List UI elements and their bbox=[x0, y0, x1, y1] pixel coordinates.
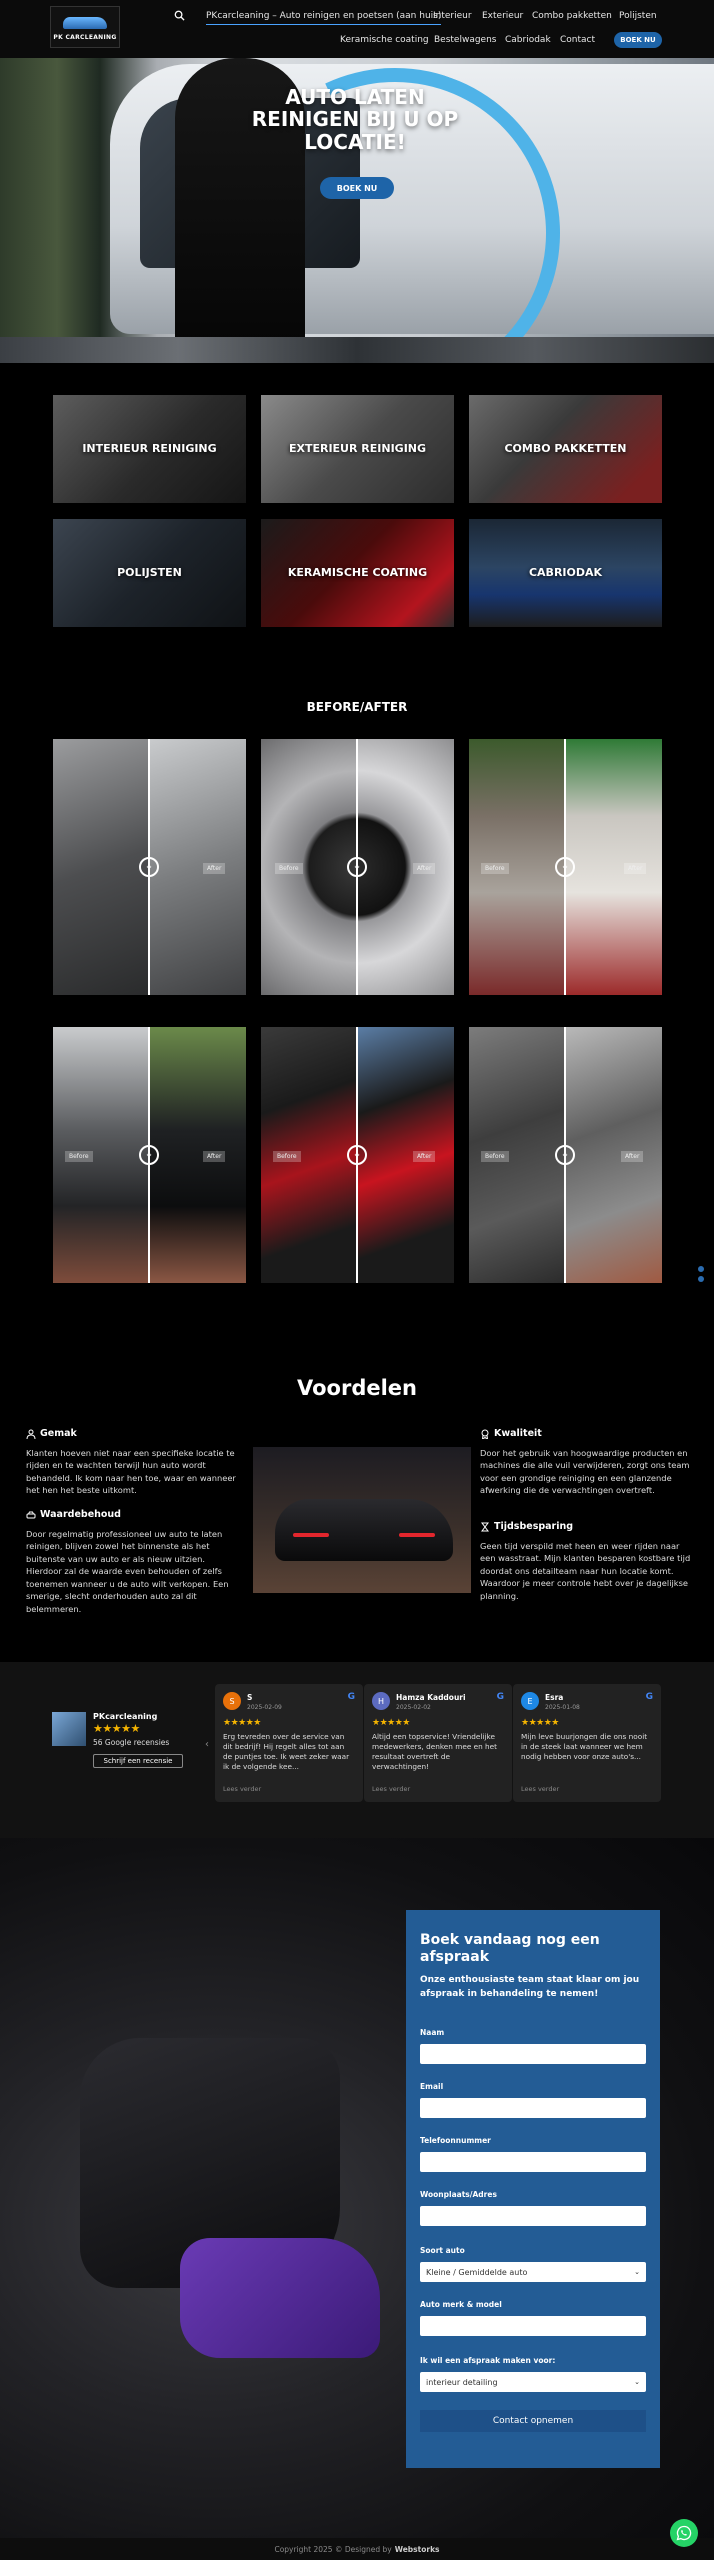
hero-title: AUTO LATEN REINIGEN BIJ U OP LOCATIE! bbox=[251, 85, 459, 154]
review-date: 2025-01-08 bbox=[545, 1704, 580, 1711]
service-tile-combo[interactable] bbox=[469, 395, 662, 503]
before-after-slider[interactable] bbox=[53, 739, 246, 995]
scroll-dots[interactable] bbox=[698, 1266, 704, 1286]
car-icon bbox=[26, 1510, 36, 1520]
business-photo bbox=[52, 1712, 86, 1746]
medal-icon bbox=[480, 1429, 490, 1439]
review-count: 56 Google recensies bbox=[93, 1738, 170, 1747]
review-stars: ★★★★★ bbox=[223, 1718, 261, 1728]
before-after-slider[interactable] bbox=[469, 1027, 662, 1283]
before-after-slider[interactable] bbox=[53, 1027, 246, 1283]
reviewer-avatar: E bbox=[521, 1692, 539, 1710]
service-label: COMBO PAKKETTEN bbox=[504, 442, 627, 456]
before-after-slider[interactable] bbox=[261, 739, 454, 995]
slider-handle-icon[interactable]: ‹› bbox=[555, 1145, 575, 1165]
review-card[interactable] bbox=[364, 1684, 512, 1802]
logo-car-icon bbox=[63, 17, 107, 29]
google-icon: G bbox=[496, 1692, 504, 1702]
chevron-down-icon: ⌄ bbox=[634, 2268, 640, 2276]
service-label: CABRIODAK bbox=[528, 566, 603, 580]
prev-arrow-icon[interactable]: ‹ bbox=[205, 1739, 209, 1750]
before-label: Before bbox=[273, 1151, 301, 1162]
nav-interieur[interactable]: Interieur bbox=[433, 11, 472, 21]
nav-bestelwagens[interactable]: Bestelwagens bbox=[434, 35, 497, 45]
hero-book-button[interactable]: BOEK NU bbox=[320, 177, 394, 199]
review-date: 2025-02-02 bbox=[396, 1704, 431, 1711]
read-more-link[interactable]: Lees verder bbox=[223, 1785, 262, 1793]
after-label: After bbox=[621, 1151, 643, 1162]
form-title: Boek vandaag nog een afspraak bbox=[420, 1932, 600, 1965]
review-text: Erg tevreden over de service van dit bedrijf! Hij regelt alles tot aan de puntjes toe. Ik weet zeker waar ik de volgende kee... bbox=[223, 1732, 350, 1771]
review-stars: ★★★★★ bbox=[521, 1718, 559, 1728]
benefit-heading: Waardebehoud bbox=[26, 1509, 121, 1520]
nav-home[interactable]: PKcarcleaning – Auto reinigen en poetsen (aan huis) bbox=[206, 11, 441, 25]
logo-text: PK CARCLEANING bbox=[53, 34, 117, 41]
after-label: After bbox=[413, 1151, 435, 1162]
scroll-dot[interactable] bbox=[698, 1276, 704, 1282]
label-car-type: Soort auto bbox=[420, 2246, 465, 2255]
service-label: INTERIEUR REINIGING bbox=[82, 442, 217, 456]
label-email: Email bbox=[420, 2082, 444, 2091]
slider-handle-icon[interactable]: ‹› bbox=[139, 1145, 159, 1165]
city-input[interactable] bbox=[420, 2206, 646, 2226]
after-label: After bbox=[624, 863, 646, 874]
service-tile-cabriodak[interactable] bbox=[469, 519, 662, 627]
footer-brand-link[interactable]: Webstorks bbox=[394, 2544, 440, 2554]
nav-cabriodak[interactable]: Cabriodak bbox=[505, 35, 551, 45]
search-icon[interactable] bbox=[174, 10, 185, 21]
nav-keramische-coating[interactable]: Keramische coating bbox=[340, 35, 429, 45]
reviews-section bbox=[0, 1662, 714, 1838]
reviewer-avatar: S bbox=[223, 1692, 241, 1710]
benefit-text: Door het gebruik van hoogwaardige producten en machines die alle vuil verwijderen, zorgt ons team voor een grondige reiniging en een glanzende afwerking die de verwachtingen overtreft. bbox=[480, 1448, 690, 1496]
chevron-down-icon: ⌄ bbox=[634, 2378, 640, 2386]
benefit-heading: Kwaliteit bbox=[480, 1428, 542, 1439]
business-name: PKcarcleaning bbox=[93, 1712, 158, 1721]
benefit-heading: Gemak bbox=[26, 1428, 77, 1439]
whatsapp-icon[interactable] bbox=[670, 2519, 698, 2547]
nav-exterieur[interactable]: Exterieur bbox=[482, 11, 524, 21]
slider-handle-icon[interactable]: ‹› bbox=[555, 857, 575, 877]
review-text: Mijn leve buurjongen die ons nooit in de steek laat wanneer we hem nodig hebben voor onze auto's... bbox=[521, 1732, 648, 1761]
label-city: Woonplaats/Adres bbox=[420, 2190, 497, 2199]
review-card[interactable] bbox=[215, 1684, 363, 1802]
reviewer-avatar: H bbox=[372, 1692, 390, 1710]
after-label: After bbox=[203, 863, 225, 874]
service-tile-keramische-coating[interactable] bbox=[261, 519, 454, 627]
form-subtitle: Onze enthousiaste team staat klaar om jou afspraak in behandeling te nemen! bbox=[420, 1975, 640, 1999]
hero-bottom-strip bbox=[0, 337, 714, 363]
review-text: Altijd een topservice! Vriendelijke medewerkers, denken mee en het resultaat overtreft de verwachtingen! bbox=[372, 1732, 498, 1771]
service-label: KERAMISCHE COATING bbox=[287, 566, 428, 580]
logo[interactable] bbox=[50, 6, 120, 48]
slider-handle-icon[interactable]: ‹› bbox=[347, 1145, 367, 1165]
benefit-text: Door regelmatig professioneel uw auto te laten reinigen, blijven zowel het binnenste als het buitenste van uw auto er als nieuw uitzien. Hierdoor zal de waarde even behouden of zelfs toenemen wanneer u de auto wilt verkopen. Een smerige, slecht onderhouden auto zal dit belemmeren. bbox=[26, 1529, 229, 1614]
name-input[interactable] bbox=[420, 2044, 646, 2064]
before-after-title: BEFORE/AFTER bbox=[306, 700, 408, 714]
read-more-link[interactable]: Lees verder bbox=[372, 1785, 411, 1793]
slider-handle-icon[interactable]: ‹› bbox=[347, 857, 367, 877]
email-input[interactable] bbox=[420, 2098, 646, 2118]
service-tile-polijsten[interactable] bbox=[53, 519, 246, 627]
nav-combo-pakketten[interactable]: Combo pakketten bbox=[532, 11, 612, 21]
scroll-dot[interactable] bbox=[698, 1266, 704, 1272]
before-label: Before bbox=[481, 863, 509, 874]
before-label: Before bbox=[65, 1151, 93, 1162]
footer-copyright: Copyright 2025 © Designed by bbox=[274, 2544, 392, 2554]
nav-polijsten[interactable]: Polijsten bbox=[619, 11, 657, 21]
rating-stars: ★★★★★ bbox=[93, 1722, 140, 1735]
microfiber-cloth-image bbox=[180, 2238, 380, 2358]
after-label: After bbox=[203, 1151, 225, 1162]
make-model-input[interactable] bbox=[420, 2316, 646, 2336]
submit-button[interactable]: Contact opnemen bbox=[420, 2410, 646, 2432]
car-type-select[interactable]: Kleine / Gemiddelde auto ⌄ bbox=[420, 2262, 646, 2282]
google-icon: G bbox=[645, 1692, 653, 1702]
google-icon: G bbox=[347, 1692, 355, 1702]
service-label: POLIJSTEN bbox=[117, 566, 182, 580]
read-more-link[interactable]: Lees verder bbox=[521, 1785, 560, 1793]
before-after-slider[interactable] bbox=[261, 1027, 454, 1283]
label-name: Naam bbox=[420, 2028, 445, 2037]
phone-input[interactable] bbox=[420, 2152, 646, 2172]
reviewer-name: Hamza Kaddouri bbox=[396, 1693, 466, 1702]
nav-contact[interactable]: Contact bbox=[560, 35, 596, 45]
footer bbox=[0, 2538, 714, 2560]
voordelen-title: Voordelen bbox=[297, 1376, 417, 1400]
booking-form bbox=[406, 1910, 660, 2468]
benefit-heading: Tijdsbesparing bbox=[480, 1521, 573, 1532]
hourglass-icon bbox=[480, 1522, 490, 1532]
after-label: After bbox=[413, 863, 435, 874]
appointment-select[interactable]: interieur detailing ⌄ bbox=[420, 2372, 646, 2392]
label-phone: Telefoonnummer bbox=[420, 2136, 491, 2145]
voordelen-car-image bbox=[253, 1447, 471, 1593]
before-label: Before bbox=[275, 863, 303, 874]
reviewer-name: S bbox=[247, 1693, 253, 1702]
review-date: 2025-02-09 bbox=[247, 1704, 282, 1711]
service-label: EXTERIEUR REINIGING bbox=[288, 442, 427, 456]
label-appointment: Ik wil een afspraak maken voor: bbox=[420, 2356, 556, 2365]
slider-handle-icon[interactable]: ‹› bbox=[139, 857, 159, 877]
reviewer-name: Esra bbox=[545, 1693, 564, 1702]
review-card[interactable] bbox=[513, 1684, 661, 1802]
benefit-text: Klanten hoeven niet naar een specifieke locatie te rijden en te wachten terwijl hun auto wordt behandeld. Ik kom naar hen toe, waar en wanneer het hen het beste uitkomt. bbox=[26, 1448, 236, 1496]
review-stars: ★★★★★ bbox=[372, 1718, 410, 1728]
book-now-nav-button[interactable]: BOEK NU bbox=[614, 32, 662, 48]
write-review-button[interactable]: Schrijf een recensie bbox=[93, 1754, 183, 1768]
benefit-text: Geen tijd verspild met heen en weer rijden naar een wasstraat. Mijn klanten besparen kostbare tijd doordat ons detailteam naar hun locatie komt. Waardoor je meer controle hebt over je dagelijkse planning. bbox=[480, 1541, 691, 1601]
before-after-slider[interactable] bbox=[469, 739, 662, 995]
service-tile-interieur[interactable] bbox=[53, 395, 246, 503]
person-icon bbox=[26, 1429, 36, 1439]
label-make-model: Auto merk & model bbox=[420, 2300, 502, 2309]
site-header bbox=[0, 0, 714, 58]
service-tile-exterieur[interactable] bbox=[261, 395, 454, 503]
before-label: Before bbox=[481, 1151, 509, 1162]
